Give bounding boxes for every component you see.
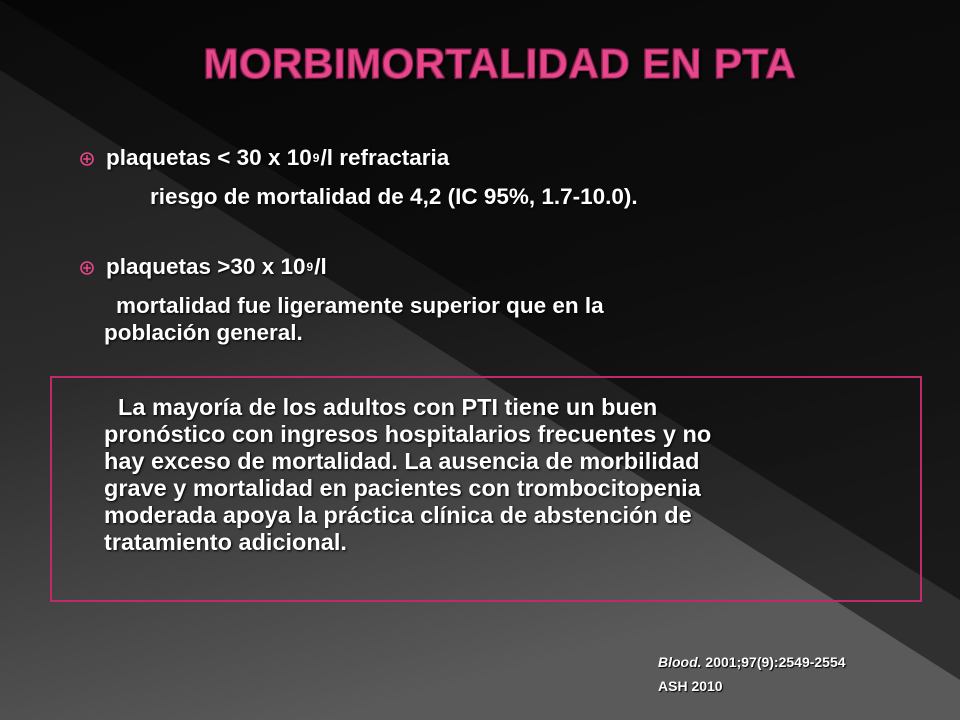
- bullet-2-exponent: 9: [306, 260, 314, 274]
- circled-plus-bullet-icon: [80, 152, 94, 166]
- conclusion-line: moderada apoya la práctica clínica de abstención de: [104, 502, 692, 528]
- bullet-2-detail-line-2: población general.: [104, 320, 303, 345]
- conclusion-line: hay exceso de mortalidad. La ausencia de morbilidad: [104, 448, 700, 474]
- bullet-1-text-post: /l refractaria: [320, 145, 450, 170]
- conclusion-line: La mayoría de los adultos con PTI tiene un buen: [118, 394, 658, 420]
- conclusion-line: pronóstico con ingresos hospitalarios frecuentes y no: [104, 421, 712, 447]
- reference-journal: Blood.: [658, 654, 702, 670]
- reference-ash: ASH 2010: [658, 678, 723, 694]
- reference-citation: 2001;97(9):2549-2554: [701, 654, 846, 670]
- bullet-1-detail: riesgo de mortalidad de 4,2 (IC 95%, 1.7-10.0).: [150, 184, 638, 209]
- reference-blood: [658, 654, 846, 670]
- bullet-1-exponent: 9: [312, 151, 320, 165]
- bullet-1: [80, 145, 449, 171]
- bullet-2: [80, 254, 327, 280]
- bullet-2-detail-line-1: mortalidad fue ligeramente superior que en la: [116, 293, 604, 318]
- conclusion-text: [104, 394, 904, 556]
- circled-plus-bullet-icon: [80, 261, 94, 275]
- conclusion-line: tratamiento adicional.: [104, 529, 347, 555]
- bullet-2-text-post: /l: [314, 254, 327, 279]
- bullet-2-text-pre: plaquetas >30 x 10: [106, 254, 306, 279]
- slide-title: MORBIMORTALIDAD EN PTA: [203, 40, 797, 87]
- bullet-1-text-pre: plaquetas < 30 x 10: [106, 145, 312, 170]
- conclusion-line: grave y mortalidad en pacientes con trombocitopenia: [104, 475, 701, 501]
